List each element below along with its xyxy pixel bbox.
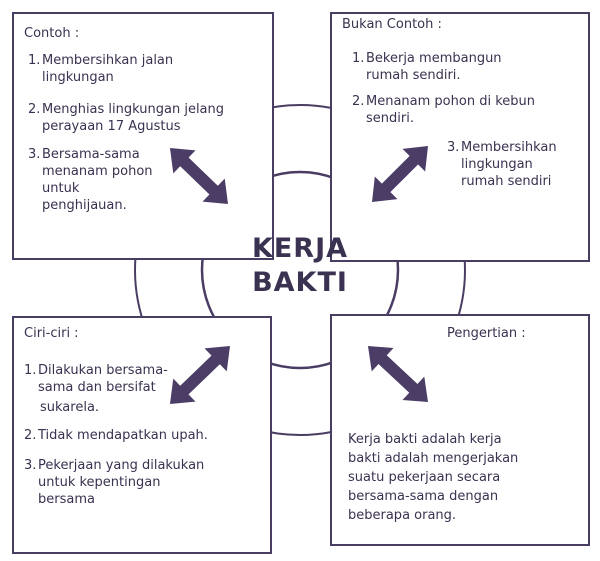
item-number: 2.: [352, 94, 365, 109]
item-line: bersama: [38, 492, 95, 507]
pengertian-line: beberapa orang.: [348, 508, 457, 523]
item-number: 3.: [24, 458, 37, 473]
contoh-item-2: [28, 101, 268, 135]
double-arrow-top-right-icon: [372, 146, 428, 202]
item-line: Bekerja membangun: [366, 51, 502, 66]
item-line: penghijauan.: [42, 198, 127, 213]
item-line: menanam pohon: [42, 164, 153, 179]
item-line: Dilakukan bersama-: [38, 363, 168, 378]
pengertian-line: suatu pekerjaan secara: [348, 470, 501, 485]
item-line: Tidak mendapatkan upah.: [38, 428, 208, 443]
contoh-item-3: [28, 146, 188, 214]
item-line: rumah sendiri: [461, 174, 552, 189]
ciri-ciri-item-3: [24, 457, 269, 508]
item-line: lingkungan: [461, 157, 533, 172]
bukan-contoh-item-2: [352, 93, 582, 127]
contoh-item-1: [28, 52, 268, 86]
pengertian-text: [348, 430, 518, 525]
item-line: untuk kepentingan: [38, 475, 161, 490]
item-number: 1.: [28, 53, 41, 68]
bukan-contoh-item-3: [447, 139, 587, 190]
pengertian-line: bersama-sama dengan: [348, 489, 499, 504]
contoh-title: Contoh :: [24, 26, 80, 41]
center-title-line-1: KERJA: [251, 233, 349, 264]
center-title: [200, 232, 400, 300]
bukan-contoh-title: Bukan Contoh :: [342, 17, 442, 32]
item-number: 1.: [352, 51, 365, 66]
item-line: Menghias lingkungan jelang: [42, 102, 225, 117]
item-number: 2.: [24, 428, 37, 443]
item-line: perayaan 17 Agustus: [42, 119, 181, 134]
item-number: 1.: [24, 363, 37, 378]
item-number: 3.: [28, 147, 41, 162]
item-number: 3.: [447, 140, 460, 155]
item-line: rumah sendiri.: [366, 68, 461, 83]
item-line: sendiri.: [366, 111, 414, 126]
item-line: lingkungan: [42, 70, 114, 85]
item-line: Pekerjaan yang dilakukan: [38, 458, 205, 473]
item-number: 2.: [28, 102, 41, 117]
ciri-ciri-item-1: [24, 362, 224, 416]
item-line: Bersama-sama: [42, 147, 140, 162]
item-line: Menanam pohon di kebun: [366, 94, 535, 109]
center-title-line-2: BAKTI: [252, 267, 348, 298]
item-line: sukarela.: [40, 400, 100, 415]
arrow-shaft: [385, 159, 416, 190]
pengertian-line: Kerja bakti adalah kerja: [348, 432, 502, 447]
arrow-shaft: [381, 358, 415, 389]
pengertian-title: Pengertian :: [447, 326, 526, 341]
pengertian-line: bakti adalah mengerjakan: [348, 451, 519, 466]
item-line: untuk: [42, 181, 80, 196]
ciri-ciri-item-2: [24, 427, 264, 444]
ciri-ciri-title: Ciri-ciri :: [24, 326, 79, 341]
item-line: Membersihkan: [461, 140, 557, 155]
item-line: sama dan bersifat: [38, 380, 156, 395]
item-line: Membersihkan jalan: [42, 53, 174, 68]
double-arrow-bottom-right-icon: [368, 346, 428, 402]
bukan-contoh-item-1: [352, 50, 582, 84]
